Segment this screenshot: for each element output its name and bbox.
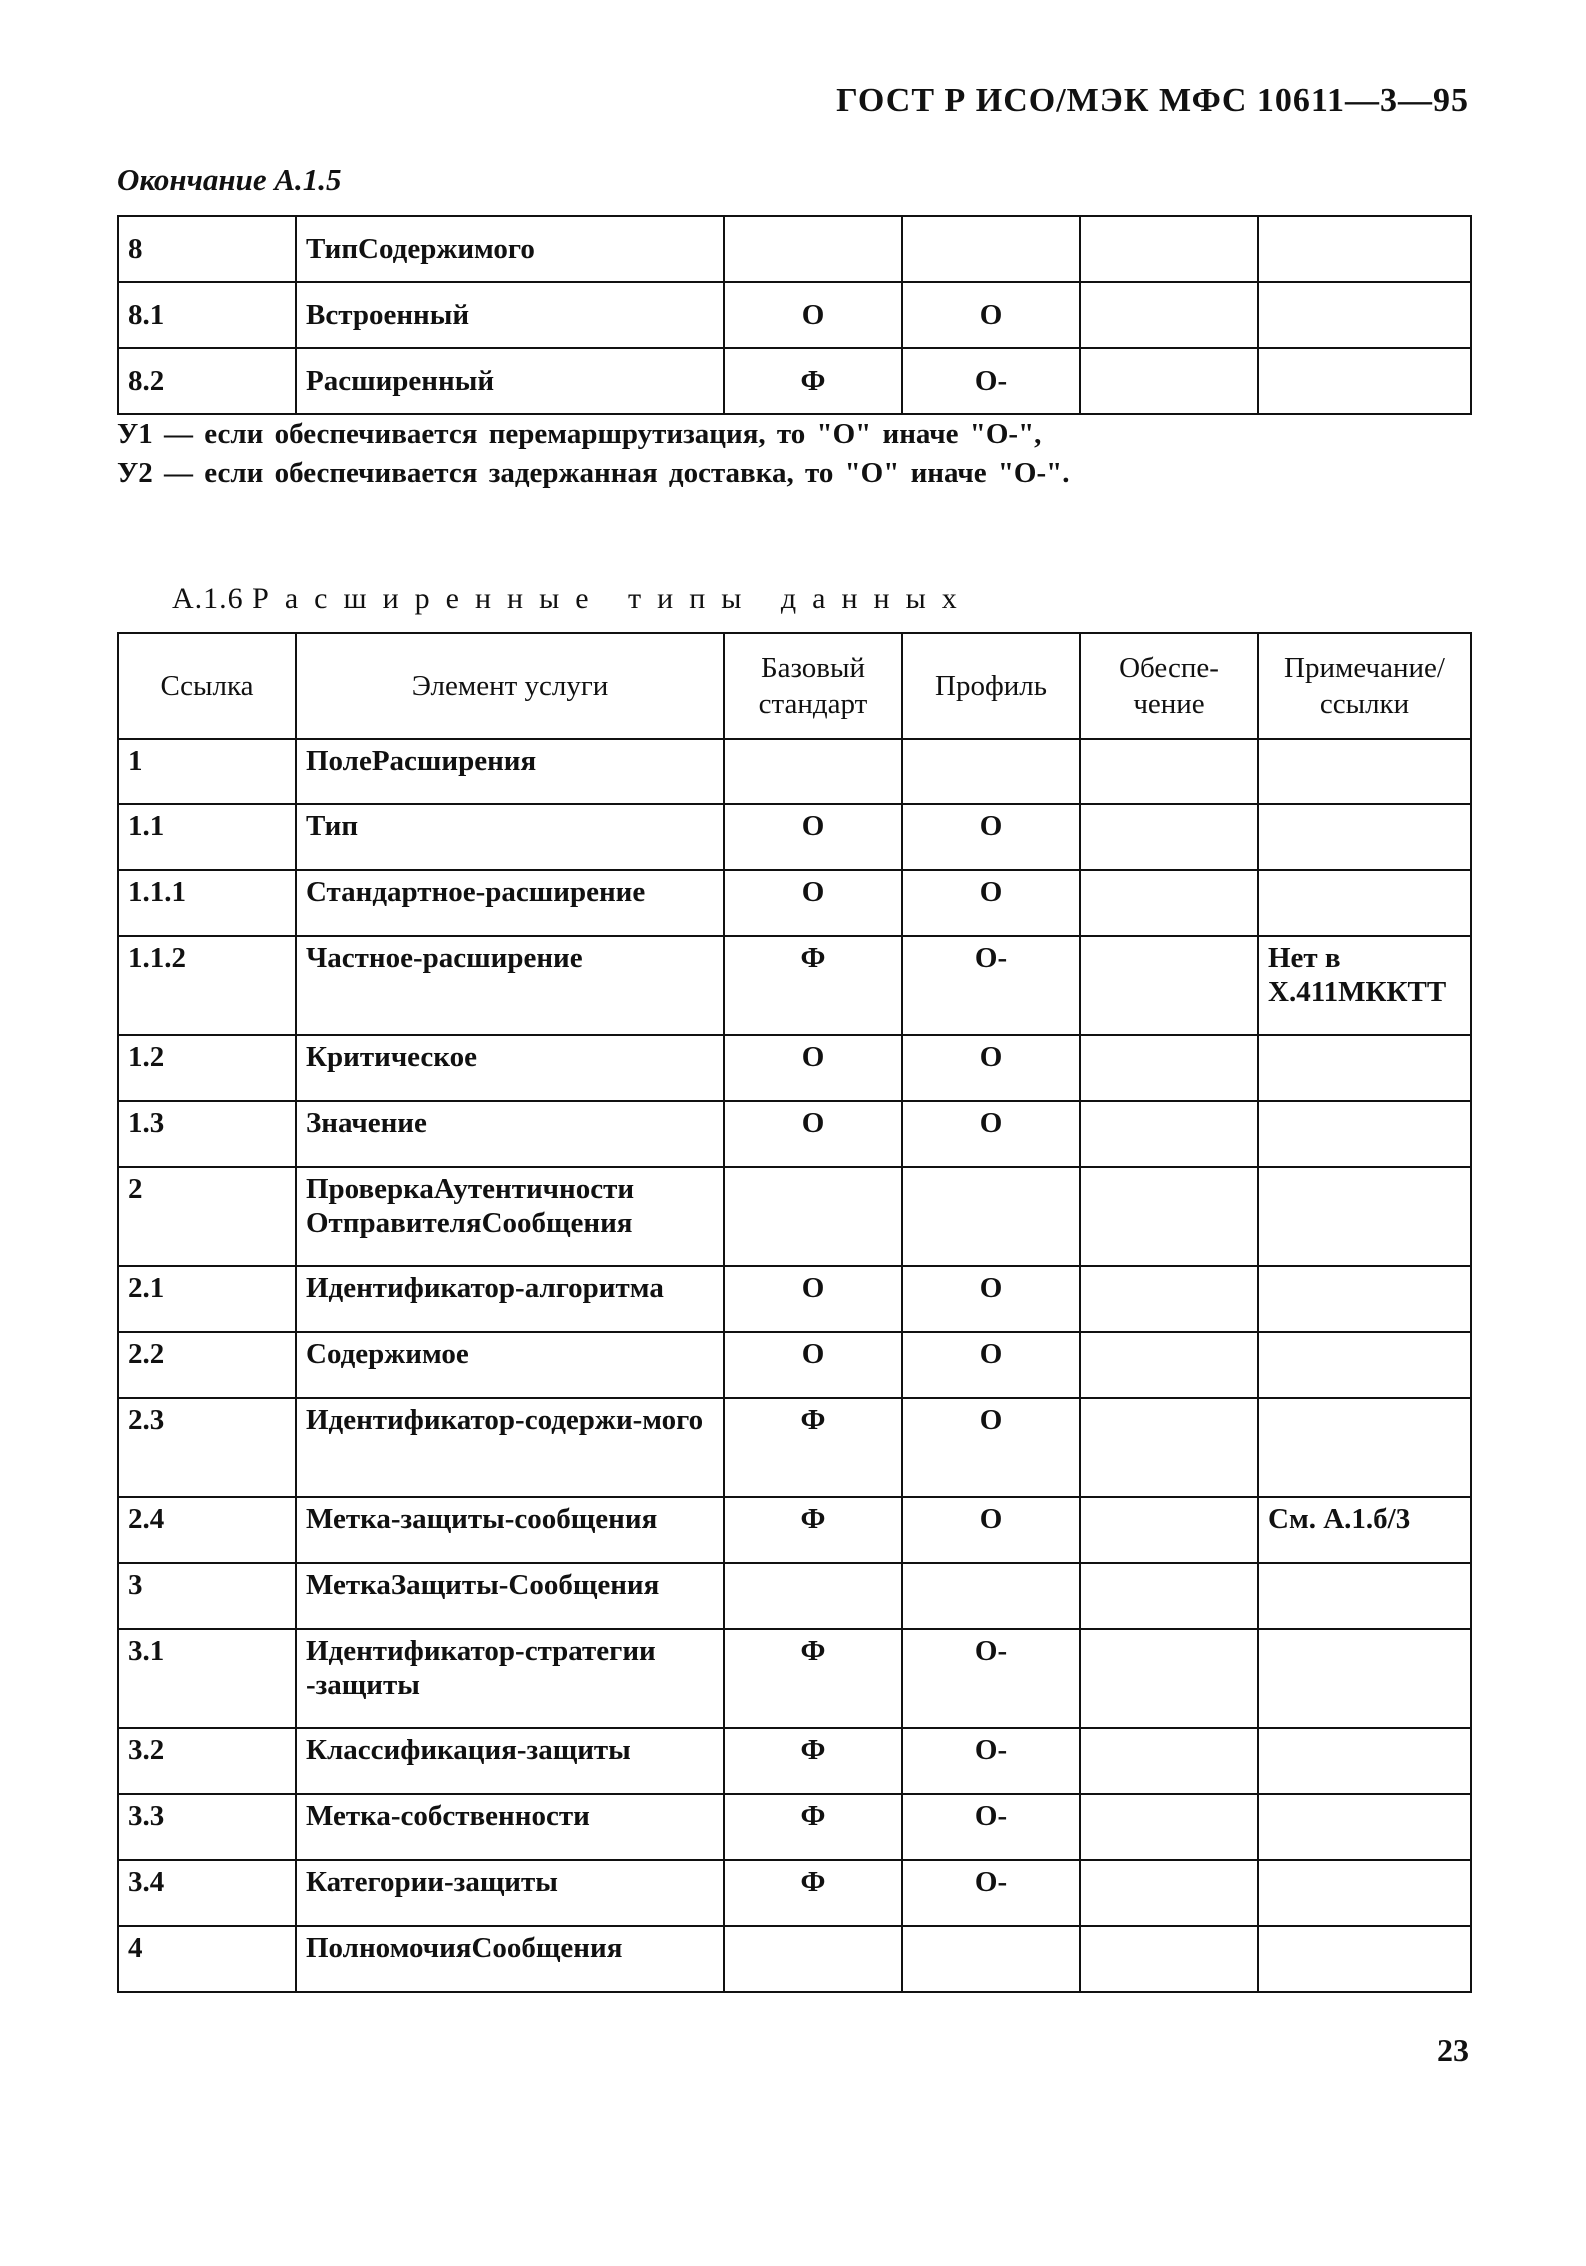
col-header-element: Элемент услуги — [296, 633, 724, 739]
table-cell: ПолномочияСообщения — [296, 1926, 724, 1992]
table-cell — [1258, 1728, 1471, 1794]
table-cell: 8 — [118, 216, 296, 282]
table-cell — [1080, 804, 1258, 870]
table-cell — [1080, 1794, 1258, 1860]
table-cell — [1258, 1563, 1471, 1629]
table-cell — [902, 739, 1080, 804]
col-header-notes: Примечание/ссылки — [1258, 633, 1471, 739]
table-row — [118, 348, 1471, 414]
table-cell — [1258, 1398, 1471, 1497]
table-cell — [1080, 1728, 1258, 1794]
table-cell — [724, 216, 902, 282]
section-number: А.1.6 — [172, 582, 244, 615]
table-cell — [1080, 739, 1258, 804]
table-cell: О- — [902, 1629, 1080, 1728]
table-cell: Встроенный — [296, 282, 724, 348]
table-cell — [1080, 1629, 1258, 1728]
table-cell: Ф — [724, 1728, 902, 1794]
table-cell: Стандартное-расширение — [296, 870, 724, 936]
table-cell: Идентификатор-содержи-мого — [296, 1398, 724, 1497]
table-cell — [1080, 1497, 1258, 1563]
note-y1: У1 — если обеспечивается перемаршрутизация, то "О" иначе "О-", — [117, 418, 1042, 450]
table-cell — [724, 1926, 902, 1992]
table-cell: 1.2 — [118, 1035, 296, 1101]
table-continuation-caption: Окончание А.1.5 — [117, 162, 342, 197]
table-cell — [1258, 1629, 1471, 1728]
table-cell: Ф — [724, 1860, 902, 1926]
table-cell: 8.2 — [118, 348, 296, 414]
table-cell: См. А.1.б/3 — [1258, 1497, 1471, 1563]
table-cell — [1258, 1266, 1471, 1332]
table-cell — [1258, 1167, 1471, 1266]
table-cell — [1080, 1860, 1258, 1926]
table-a15-end — [117, 215, 1472, 415]
table-cell: О — [902, 1497, 1080, 1563]
table-cell — [1258, 348, 1471, 414]
table-row — [118, 1266, 1471, 1332]
table-header-row — [118, 633, 1471, 739]
table-cell: Значение — [296, 1101, 724, 1167]
table-row — [118, 1629, 1471, 1728]
table-cell: 3.3 — [118, 1794, 296, 1860]
table-cell — [1080, 1926, 1258, 1992]
table-cell — [1080, 216, 1258, 282]
table-cell: Ф — [724, 1497, 902, 1563]
table-cell: Ф — [724, 1629, 902, 1728]
table-notes — [117, 415, 1070, 493]
table-cell — [1258, 1332, 1471, 1398]
table-row — [118, 870, 1471, 936]
table-row — [118, 1101, 1471, 1167]
table-cell: 3.4 — [118, 1860, 296, 1926]
table-cell: ТипСодержимого — [296, 216, 724, 282]
col-header-profile: Профиль — [902, 633, 1080, 739]
table-cell — [1080, 1563, 1258, 1629]
table-cell — [1080, 1332, 1258, 1398]
table-cell: О — [902, 282, 1080, 348]
table-cell: 2.2 — [118, 1332, 296, 1398]
table-row — [118, 1332, 1471, 1398]
table-cell: О- — [902, 936, 1080, 1035]
table-cell: О — [724, 1266, 902, 1332]
table-cell — [1258, 1926, 1471, 1992]
table-cell — [1080, 1101, 1258, 1167]
table-cell — [902, 1563, 1080, 1629]
table-cell: ПолеРасширения — [296, 739, 724, 804]
table-cell — [1258, 739, 1471, 804]
document-header: ГОСТ Р ИСО/МЭК МФС 10611—3—95 — [836, 82, 1469, 119]
table-cell: Ф — [724, 1398, 902, 1497]
table-cell: О — [724, 1035, 902, 1101]
table-cell: Идентификатор-стратегии -защиты — [296, 1629, 724, 1728]
table-cell: МеткаЗащиты-Сообщения — [296, 1563, 724, 1629]
table-cell — [1258, 1035, 1471, 1101]
table-cell: Ф — [724, 1794, 902, 1860]
table-a16-extended-types — [117, 632, 1472, 1993]
table-cell — [1080, 348, 1258, 414]
table-row — [118, 1035, 1471, 1101]
table-cell: Метка-защиты-сообщения — [296, 1497, 724, 1563]
table-cell: О — [724, 870, 902, 936]
table-row — [118, 1728, 1471, 1794]
table-cell — [1080, 1266, 1258, 1332]
table-cell: Ф — [724, 348, 902, 414]
table-cell — [724, 1167, 902, 1266]
table-cell: ПроверкаАутентичности ОтправителяСообщения — [296, 1167, 724, 1266]
table-row — [118, 1497, 1471, 1563]
table-row — [118, 804, 1471, 870]
table-cell — [1080, 1167, 1258, 1266]
table-cell: О — [724, 1332, 902, 1398]
table-cell — [1258, 1101, 1471, 1167]
note-y2: У2 — если обеспечивается задержанная доставка, то "О" иначе "О-". — [117, 457, 1070, 489]
table-cell: Нет в X.411МККТТ — [1258, 936, 1471, 1035]
table-cell: Идентификатор-алгоритма — [296, 1266, 724, 1332]
table-row — [118, 739, 1471, 804]
table-cell: Расширенный — [296, 348, 724, 414]
table-row — [118, 936, 1471, 1035]
table-cell — [1258, 870, 1471, 936]
table-cell — [1258, 282, 1471, 348]
table-cell: Классификация-защиты — [296, 1728, 724, 1794]
section-heading — [172, 582, 973, 616]
col-header-base-standard: Базовый стандарт — [724, 633, 902, 739]
table-cell: 1 — [118, 739, 296, 804]
table-cell: 2 — [118, 1167, 296, 1266]
table-cell: 2.3 — [118, 1398, 296, 1497]
table-cell: 2.1 — [118, 1266, 296, 1332]
table-row — [118, 1926, 1471, 1992]
table-cell: Ф — [724, 936, 902, 1035]
table-cell — [1080, 1035, 1258, 1101]
table-cell — [1258, 804, 1471, 870]
table-cell — [902, 216, 1080, 282]
table-cell — [724, 739, 902, 804]
col-header-support: Обеспе-чение — [1080, 633, 1258, 739]
table-cell: О- — [902, 1860, 1080, 1926]
table-cell: 8.1 — [118, 282, 296, 348]
table-row — [118, 1398, 1471, 1497]
table-row — [118, 216, 1471, 282]
table-cell: О- — [902, 348, 1080, 414]
table-cell — [724, 1563, 902, 1629]
table-cell: 3.2 — [118, 1728, 296, 1794]
table-row — [118, 1563, 1471, 1629]
table-cell — [1258, 216, 1471, 282]
table-cell — [1080, 936, 1258, 1035]
table-cell — [1258, 1860, 1471, 1926]
table-cell: О — [902, 1332, 1080, 1398]
table-cell: 1.1.1 — [118, 870, 296, 936]
table-cell — [902, 1167, 1080, 1266]
table-cell: 3 — [118, 1563, 296, 1629]
table-cell: О — [724, 282, 902, 348]
table-cell: О — [902, 804, 1080, 870]
table-cell: Метка-собственности — [296, 1794, 724, 1860]
table-cell: О- — [902, 1794, 1080, 1860]
table-cell: 2.4 — [118, 1497, 296, 1563]
table-cell — [1258, 1794, 1471, 1860]
page-number: 23 — [1437, 2032, 1469, 2068]
table-cell: О — [902, 1035, 1080, 1101]
table-cell: О- — [902, 1728, 1080, 1794]
table-row — [118, 1167, 1471, 1266]
table-cell — [1080, 1398, 1258, 1497]
table-cell: 3.1 — [118, 1629, 296, 1728]
table-cell: О — [902, 1266, 1080, 1332]
table-cell: 1.1 — [118, 804, 296, 870]
col-header-ref: Ссылка — [118, 633, 296, 739]
table-cell: О — [902, 1101, 1080, 1167]
table-cell: 1.1.2 — [118, 936, 296, 1035]
table-cell: О — [902, 1398, 1080, 1497]
table-row — [118, 1794, 1471, 1860]
table-cell — [902, 1926, 1080, 1992]
table-cell: О — [724, 804, 902, 870]
table-cell: Категории-защиты — [296, 1860, 724, 1926]
table-cell — [1080, 282, 1258, 348]
table-cell: О — [902, 870, 1080, 936]
table-cell: Тип — [296, 804, 724, 870]
table-cell: Содержимое — [296, 1332, 724, 1398]
table-row — [118, 1860, 1471, 1926]
table-cell — [1080, 870, 1258, 936]
table-cell: Частное-расширение — [296, 936, 724, 1035]
table-cell: Критическое — [296, 1035, 724, 1101]
table-cell: 1.3 — [118, 1101, 296, 1167]
table-row — [118, 282, 1471, 348]
table-cell: О — [724, 1101, 902, 1167]
section-title: Расширенные типы данных — [252, 582, 973, 615]
table-cell: 4 — [118, 1926, 296, 1992]
